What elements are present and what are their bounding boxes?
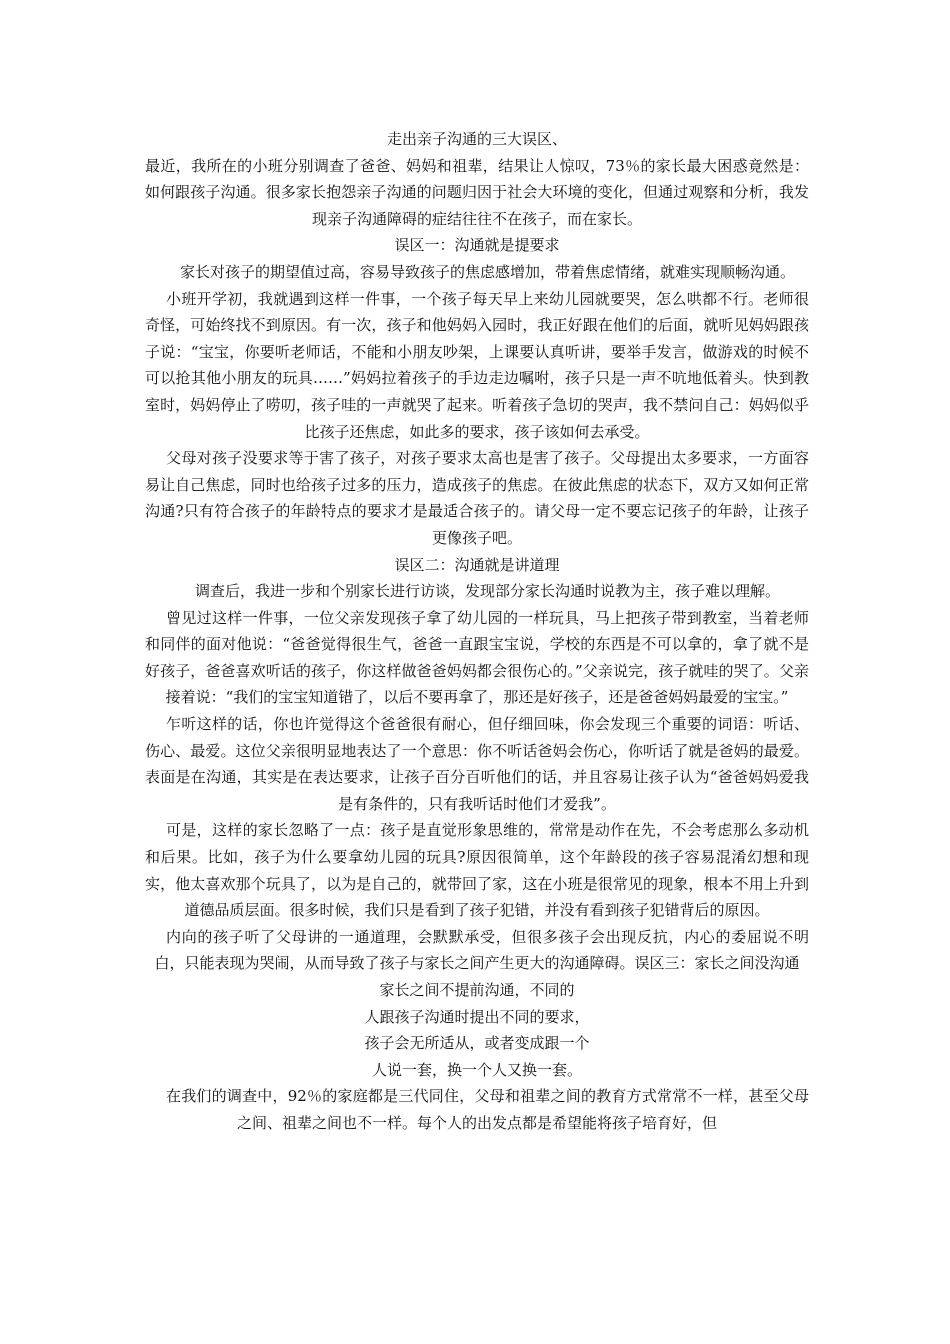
paragraph: 可是，这样的家长忽略了一点：孩子是直觉形象思维的，常常是动作在先，不会考虑那么多动机和后果。比如，孩子为什么要拿幼儿园的玩具?原因很简单，这个年龄段的孩子容易混淆幻想和现实，他太喜欢那个玩具了，以为是自己的，就带回了家，这在小班是很常见的现象，根本不用上升到道德品质层面。很多时候，我们只是看到了孩子犯错，并没有看到孩子犯错背后的原因。 [145,821,809,920]
section-heading-1: 误区一：沟通就是提要求 [394,236,560,255]
paragraph: 内向的孩子听了父母讲的一通道理，会默默承受，但很多孩子会出现反抗，内心的委屈说不明白，只能表现为哭闹，从而导致了孩子与家长之间产生更大的沟通障碍。误区三：家长之间没沟通 [154,927,809,973]
section-heading-2: 误区二：沟通就是讲道理 [394,555,560,574]
paragraph-line: 家长之间不提前沟通，不同的 [379,981,575,999]
paragraph-line: 孩子会无所适从，或者变成跟一个 [364,1034,590,1053]
paragraph-intro: 最近，我所在的小班分别调查了爸爸、妈妈和祖辈，结果让人惊叹，73％的家长最大困惑竟然是：如何跟孩子沟通。很多家长抱怨亲子沟通的问题归因于社会大环境的变化，但通过观察和分析，我发现亲子沟通障碍的症结往往不在孩子，而在家长。 [145,156,809,228]
paragraph: 小班开学初，我就遇到这样一件事，一个孩子每天早上来幼儿园就要哭，怎么哄都不行。老师很奇怪，可始终找不到原因。有一次，孩子和他妈妈入园时，我正好跟在他们的后面，就听见妈妈跟孩子说：“宝宝，你要听老师话，不能和小朋友吵架，上课要认真听讲，要举手发言，做游戏的时候不可以抢其他小朋友的玩具……”妈妈拉着孩子的手边走边嘱咐，孩子只是一声不吭地低着头。快到教室时，妈妈停止了唠叨，孩子哇的一声就哭了起来。听着孩子急切的哭声，我不禁问自己：妈妈似乎比孩子还焦虑，如此多的要求，孩子该如何去承受。 [145,289,809,441]
paragraph: 曾见过这样一件事，一位父亲发现孩子拿了幼儿园的一样玩具，马上把孩子带到教室，当着老师和同伴的面对他说：“爸爸觉得很生气，爸爸一直跟宝宝说，学校的东西是不可以拿的，拿了就不是好孩子，爸爸喜欢听话的孩子，你这样做爸爸妈妈都会很伤心的。”父亲说完，孩子就哇的哭了。父亲接着说：“我们的宝宝知道错了，以后不要再拿了，那还是好孩子，还是爸爸妈妈最爱的宝宝。” [145,608,809,707]
paragraph-line: 人说一套，换一个人又换一套。 [371,1060,582,1079]
paragraph: 调查后，我进一步和个别家长进行访谈，发现部分家长沟通时说教为主，孩子难以理解。 [194,582,780,601]
paragraph: 父母对孩子没要求等于害了孩子，对孩子要求太高也是害了孩子。父母提出太多要求，一方面容易让自己焦虑，同时也给孩子过多的压力，造成孩子的焦虑。在彼此焦虑的状态下，双方又如何正常沟通?只有符合孩子的年龄特点的要求才是最适合孩子的。请父母一定不要忘记孩子的年龄，让孩子更像孩子吧。 [145,449,809,547]
paragraph: 乍听这样的话，你也许觉得这个爸爸很有耐心，但仔细回味，你会发现三个重要的词语：听话、伤心、最爱。这位父亲很明显地表达了一个意思：你不听话爸妈会伤心，你听话了就是爸妈的最爱。表面是在沟通，其实是在表达要求，让孩子百分百听他们的话，并且容易让孩子认为“爸爸妈妈爱我是有条件的，只有我听话时他们才爱我”。 [145,715,809,813]
document-body [145,126,809,1137]
paragraph-line: 人跟孩子沟通时提出不同的要求， [364,1007,590,1026]
paragraph: 在我们的调查中，92％的家庭都是三代同住，父母和祖辈之间的教育方式常常不一样，甚至父母之间、祖辈之间也不一样。每个人的出发点都是希望能将孩子培育好，但 [166,1087,809,1132]
paragraph: 家长对孩子的期望值过高，容易导致孩子的焦虑感增加，带着焦虑情绪，就难实现顺畅沟通。 [179,262,795,281]
document-title: 走出亲子沟通的三大误区、 [386,130,567,148]
